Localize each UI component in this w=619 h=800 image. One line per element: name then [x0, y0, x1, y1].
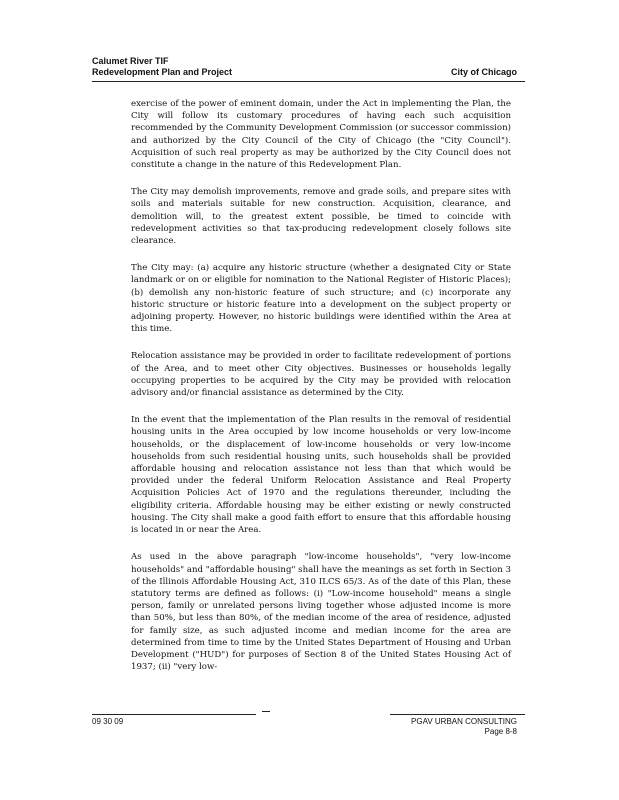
footer-firm: PGAV URBAN CONSULTING — [411, 717, 517, 726]
running-header-title — [92, 56, 232, 78]
footer-credits — [411, 717, 517, 737]
header-project-name: Calumet River TIF — [92, 56, 169, 66]
footer-divider-right — [390, 714, 525, 715]
page-number: Page 8-8 — [484, 727, 517, 736]
page-body — [131, 98, 511, 688]
header-divider — [92, 81, 525, 82]
paragraph-relocation-assistance: Relocation assistance may be provided in order to facilitate redevelopment of portions of the Area, and to meet other City objectives. Businesses or households legally occupying properties to be acquired by the City may be provided with relocation advisory and/or financial assistance as determined by the City. — [131, 351, 511, 399]
paragraph-definitions: As used in the above paragraph "low-income households", "very low-income households" and "affordable housing" shall have the meanings as set forth in Section 3 of the Illinois Affordable Housing Act, 310 ILCS 65/3. As of the date of this Plan, these statutory terms are defined as follows: (i) "Low-income household" means a single person, family or unrelated persons living together whose adjusted income is more than 50%, but less than 80%, of the median income of the area of residence, adjusted for family size, as such adjusted income and median income for the area are determined from time to time by the United States Department of Housing and Urban Development ("HUD") for purposes of Section 8 of the United States Housing Act of 1937; (ii) "very low- — [131, 552, 511, 673]
footer-divider-left — [92, 714, 256, 715]
paragraph-historic-structures: The City may: (a) acquire any historic structure (whether a designated City or State landmark or on or eligible for nomination to the National Register of Historic Places); (b) demolish any non-historic feature of such structure; and (c) incorporate any historic structure or historic feature into a development on the subject property or adjoining property. However, no historic buildings were identified within the Area at this time. — [131, 263, 511, 335]
footer-divider-mark — [262, 711, 270, 712]
paragraph-eminent-domain: exercise of the power of eminent domain, under the Act in implementing the Plan, the City will follow its customary procedures of having each such acquisition recommended by the Community Development Commission (or successor commission) and authorized by the City Council of the City of Chicago (the "City Council"). Acquisition of such real property as may be authorized by the City Council does not constitute a change in the nature of this Redevelopment Plan. — [131, 99, 511, 171]
header-document-name: Redevelopment Plan and Project — [92, 67, 233, 77]
header-city: City of Chicago — [450, 67, 517, 77]
paragraph-affordable-housing: In the event that the implementation of the Plan results in the removal of residential housing units in the Area occupied by low income households or very low-income households, or the displacement of low-income households or very low-income households from such residential housing units, such households shall be provided affordable housing and relocation assistance not less than that which would be provided under the federal Uniform Relocation Assistance and Real Property Acquisition Policies Act of 1970 and the regulations thereunder, including the eligibility criteria. Affordable housing may be either existing or newly constructed housing. The City shall make a good faith effort to ensure that this affordable housing is located in or near the Area. — [131, 415, 511, 536]
paragraph-demolition: The City may demolish improvements, remove and grade soils, and prepare sites with soils and materials suitable for new construction. Acquisition, clearance, and demolition will, to the greatest extent possible, be timed to coincide with redevelopment activities so that tax-producing redevelopment closely follows site clearance. — [131, 187, 511, 247]
footer-date: 09 30 09 — [92, 717, 124, 726]
